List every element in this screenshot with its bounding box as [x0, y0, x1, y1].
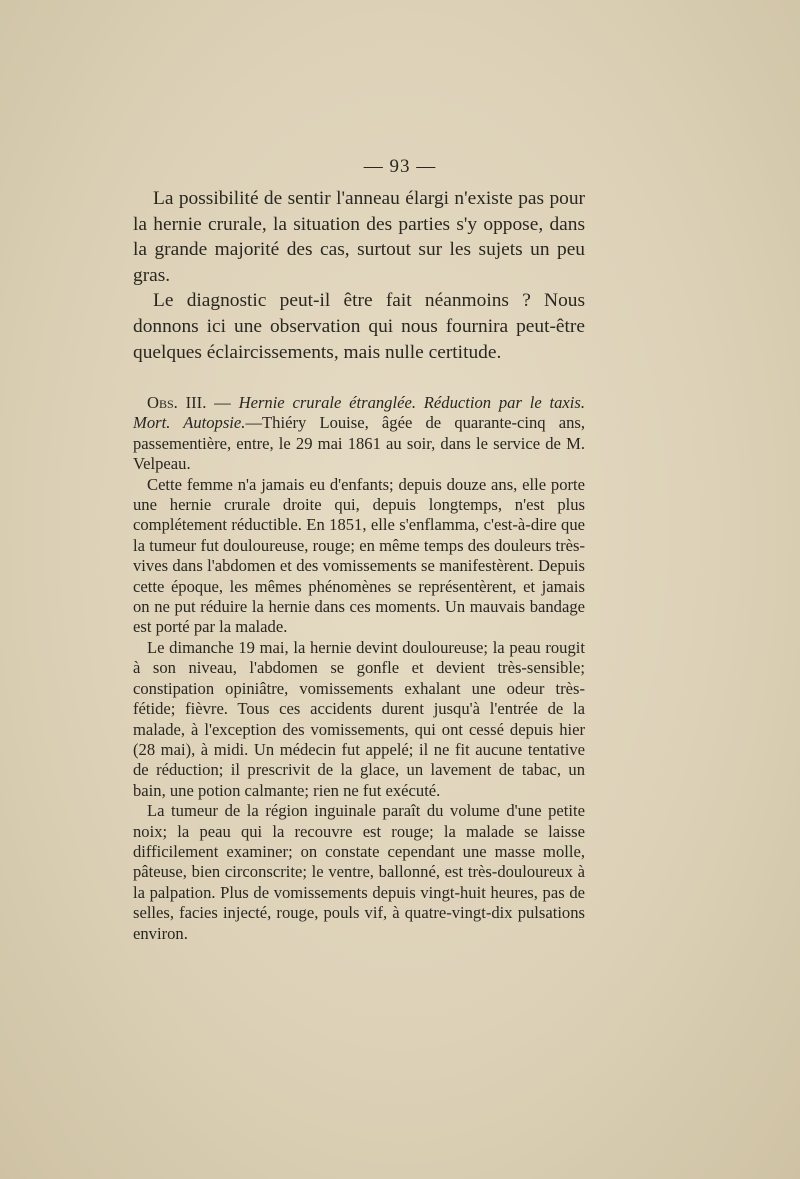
- intro-section: [133, 186, 585, 365]
- observation-paragraph-2: Cette femme n'a jamais eu d'enfants; depuis douze ans, elle porte une hernie crurale droite qui, depuis longtemps, n'est plus complétement réductible. En 1851, elle s'enflamma, c'est-à-dire que la tumeur fut douloureuse, rouge; en même temps des douleurs très-vives dans l'abdomen et des vomissements se manifestèrent. Depuis cette époque, les mêmes phénomènes se représentèrent, et jamais on ne put réduire la hernie dans ces moments. Un mauvais bandage est porté par la malade.: [133, 474, 585, 637]
- observation-label: Obs. III.: [147, 393, 207, 412]
- observation-paragraph-3: Le dimanche 19 mai, la hernie devint douloureuse; la peau rougit à son niveau, l'abdomen se gonfle et devient très-sensible; constipation opiniâtre, vomissements exhalant une odeur très-fétide; fièvre. Tous ces accidents durent jusqu'à l'entrée de la malade, à l'exception des vomissements, qui ont cessé depuis hier (28 mai), à midi. Un médecin fut appelé; il ne fit aucune tentative de réduction; il prescrivit de la glace, un lavement de tabac, un bain, une potion calmante; rien ne fut exécuté.: [133, 637, 585, 800]
- observation-dash: —: [206, 393, 239, 412]
- intro-paragraph-2: Le diagnostic peut-il être fait néanmoins ? Nous donnons ici une observation qui nous fournira peut-être quelques éclaircissements, mais nulle certitude.: [133, 290, 585, 363]
- observation-title: Hernie crurale étranglée. Réduction par le taxis. Mort. Autopsie.: [133, 393, 586, 433]
- intro-paragraph-1: La possibilité de sentir l'anneau élargi n'existe pas pour la hernie crurale, la situation des parties s'y oppose, dans la grande majorité des cas, surtout sur les sujets un peu gras.: [133, 188, 585, 286]
- observation-paragraph-4: La tumeur de la région inguinale paraît du volume d'une petite noix; la peau qui la recouvre est rouge; la malade se laisse difficilement examiner; on constate cependant une masse molle, pâteuse, bien circonscrite; le ventre, ballonné, est très-douloureux à la palpation. Plus de vomissements depuis vingt-huit heures, pas de selles, facies injecté, rouge, pouls vif, à quatre-vingt-dix pulsations environ.: [133, 801, 585, 943]
- page-number: — 93 —: [363, 156, 437, 177]
- observation-section: [133, 393, 585, 944]
- observation-heading-paragraph: [133, 393, 585, 475]
- observation-intro-text: —Thiéry Louise, âgée de quarante-cinq ans, passementière, entre, le 29 mai 1861 au soir, dans le service de M. Velpeau.: [133, 413, 585, 474]
